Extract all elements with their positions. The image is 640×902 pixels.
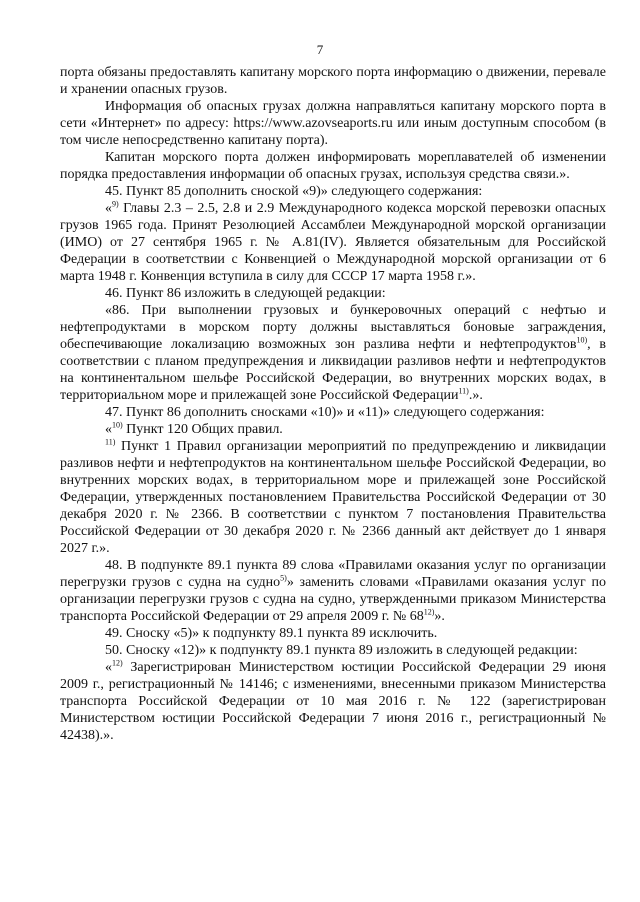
text-run: Пункт 120 Общих правил. <box>122 422 283 437</box>
text-run: Главы 2.3 – 2.5, 2.8 и 2.9 Международного кодекса морской перевозки опасных грузов 1965 года. Принят Резолюцией Ассамблеи Международной морской организации (ИМО) от 27 сентября 1965 г. № А.81(IV). Является обязательным для Российской Федерации в соответствии с Конвенцией о Международной морской организации от 6 марта 1948 г. Конвенция вступила в силу для СССР 17 марта 1958 г.». <box>60 201 606 284</box>
text-run: « <box>105 422 112 437</box>
text-run: «86. При выполнении грузовых и бункеровочных операций с нефтью и нефтепродуктами в морском порту должны выставляться боновые заграждения, обеспечивающие локализацию возможных зон разлива нефти и нефтепродуктов <box>60 303 606 352</box>
footnote-11-paragraph <box>60 438 606 557</box>
text-run: « <box>105 201 112 216</box>
text-run: Зарегистрирован Министерством юстиции Российской Федерации 29 июня 2009 г., регистрационный № 14146; с изменениями, внесенными приказом Министерства транспорта Российской Федерации от 10 мая 2016 г. № 122 (зарегистрирован Министерством юстиции Российской Федерации 7 июня 2016 г., регистрационный № 42438).». <box>60 660 606 743</box>
footnote-marker: 11) <box>458 386 469 396</box>
item-48-paragraph <box>60 557 606 625</box>
page-number: 7 <box>316 42 324 57</box>
footnote-marker: 9) <box>112 199 119 209</box>
paragraph: 45. Пункт 85 дополнить сноской «9)» следующего содержания: <box>105 184 483 199</box>
text-run: Пункт 1 Правил организации мероприятий по предупреждению и ликвидации разливов нефти и нефтепродуктов на континентальном шельфе Российской Федерации, во внутренних морских водах, в территориальном море и прилежащей зоне Российской Федерации, утвержденных постановлением Правительства Российской Федерации от 30 декабря 2020 г. № 2366. В соответствии с пунктом 7 постановления Правительства Российской Федерации от 30 декабря 2020 г. № 2366 данный акт действует до 1 января 2027 г.». <box>60 439 606 556</box>
text-run: , в соответствии с планом предупреждения и ликвидации разливов нефти и нефтепродуктов на континентальном шельфе Российской Федерации, во внутренних морских водах, в территориальном море и прилежащей зоне Российской Федерации <box>60 337 606 403</box>
footnote-marker: 12) <box>112 658 123 668</box>
text-run: « <box>105 660 112 675</box>
footnote-marker: 12) <box>423 607 435 617</box>
footnote-10-paragraph <box>60 421 606 438</box>
paragraph: 46. Пункт 86 изложить в следующей редакции: <box>105 286 386 301</box>
paragraph: 50. Сноску «12)» к подпункту 89.1 пункта 89 изложить в следующей редакции: <box>105 643 578 658</box>
footnote-marker: 10) <box>112 420 123 430</box>
paragraph: порта обязаны предоставлять капитану морского порта информацию о движении, перевале и хранении опасных грузов. <box>60 65 606 97</box>
paragraph: 47. Пункт 86 дополнить сносками «10)» и «11)» следующего содержания: <box>105 405 545 420</box>
text-run: 48. В подпункте 89.1 пункта 89 слова «Правилами оказания услуг по организации перегрузки грузов с судна на судно <box>60 558 606 590</box>
footnote-marker: 5) <box>280 573 287 583</box>
footnote-12-paragraph <box>60 659 606 744</box>
clause-86-paragraph <box>60 302 606 404</box>
footnote-marker: 11) <box>105 437 116 447</box>
footnote-marker: 10) <box>576 335 588 345</box>
document-body <box>60 64 606 744</box>
paragraph: Капитан морского порта должен информировать мореплавателей об изменении порядка предоставления информации об опасных грузах, используя средства связи.». <box>60 150 606 182</box>
text-run: ». <box>434 609 445 624</box>
paragraph: Информация об опасных грузах должна направляться капитану морского порта в сети «Интернет» по адресу: https://www.azovseaports.ru или иным доступным способом (в том числе непосредственно капитану порта). <box>60 99 606 148</box>
footnote-9-paragraph <box>60 200 606 285</box>
text-run: .». <box>468 388 483 403</box>
text-run: » заменить словами «Правилами оказания услуг по организации перегрузки грузов с судна на судно, утвержденными приказом Министерства транспорта Российской Федерации от 29 апреля 2009 г. № 68 <box>60 575 606 624</box>
paragraph: 49. Сноску «5)» к подпункту 89.1 пункта 89 исключить. <box>105 626 438 641</box>
